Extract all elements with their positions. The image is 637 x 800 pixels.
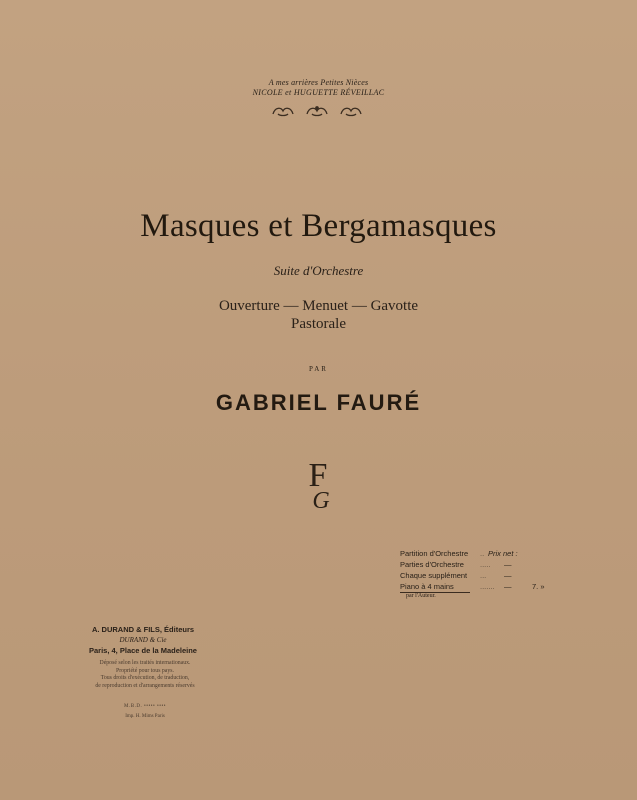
monogram-letter-2: G [312, 488, 330, 514]
publisher-monogram [0, 456, 637, 516]
price-label: Partition d'Orchestre [400, 549, 469, 558]
price-amount: 7. » [532, 582, 545, 591]
by-label: PAR [309, 365, 328, 373]
composer-name: GABRIEL FAURÉ [215, 390, 422, 415]
price-note: par l'Auteur. [406, 593, 436, 599]
publisher-successor: DURAND & Cie [119, 636, 167, 644]
price-label: Chaque supplément [400, 571, 468, 580]
work-title: Masques et Bergamasques [140, 208, 497, 244]
floral-ornament-icon [0, 104, 637, 122]
monogram-letter-1: F [308, 457, 328, 494]
price-dots: ....... [480, 582, 495, 591]
price-value: — [504, 582, 512, 591]
dedication-line-2: NICOLE et HUGUETTE RÉVEILLAC [252, 88, 385, 97]
price-dots: .. [480, 549, 485, 558]
movements-line-2: Pastorale [291, 316, 346, 332]
price-dots: ..... [480, 560, 491, 569]
price-value: — [504, 571, 512, 580]
price-label: Piano à 4 mains [400, 582, 454, 591]
price-label: Parties d'Orchestre [400, 560, 464, 569]
notice-line: Déposé selon les traités internationaux. [99, 660, 191, 666]
publisher-address: Paris, 4, Place de la Madeleine [89, 646, 197, 655]
notice-line: de reproduction et d'arrangements réservés [95, 682, 195, 689]
dedication-line-1: A mes arrières Petites Nièces [268, 78, 369, 87]
price-list [400, 549, 580, 609]
price-value: Prix net : [488, 549, 518, 558]
copyright-notice [66, 660, 224, 690]
price-dots: ... [480, 571, 487, 580]
printer-name: Imp. H. Mims Paris [125, 714, 165, 719]
price-value: — [504, 560, 512, 569]
movements-line-1: Ouverture — Menuet — Gavotte [218, 298, 419, 314]
printer-code: M.B.D. ••••• •••• [124, 704, 166, 709]
notice-line: Propriété pour tous pays. [116, 667, 174, 674]
publisher-name: A. DURAND & FILS, Éditeurs [91, 625, 195, 634]
work-subtitle: Suite d'Orchestre [273, 263, 364, 278]
notice-line: Tous droits d'exécution, de traduction, [100, 675, 190, 681]
